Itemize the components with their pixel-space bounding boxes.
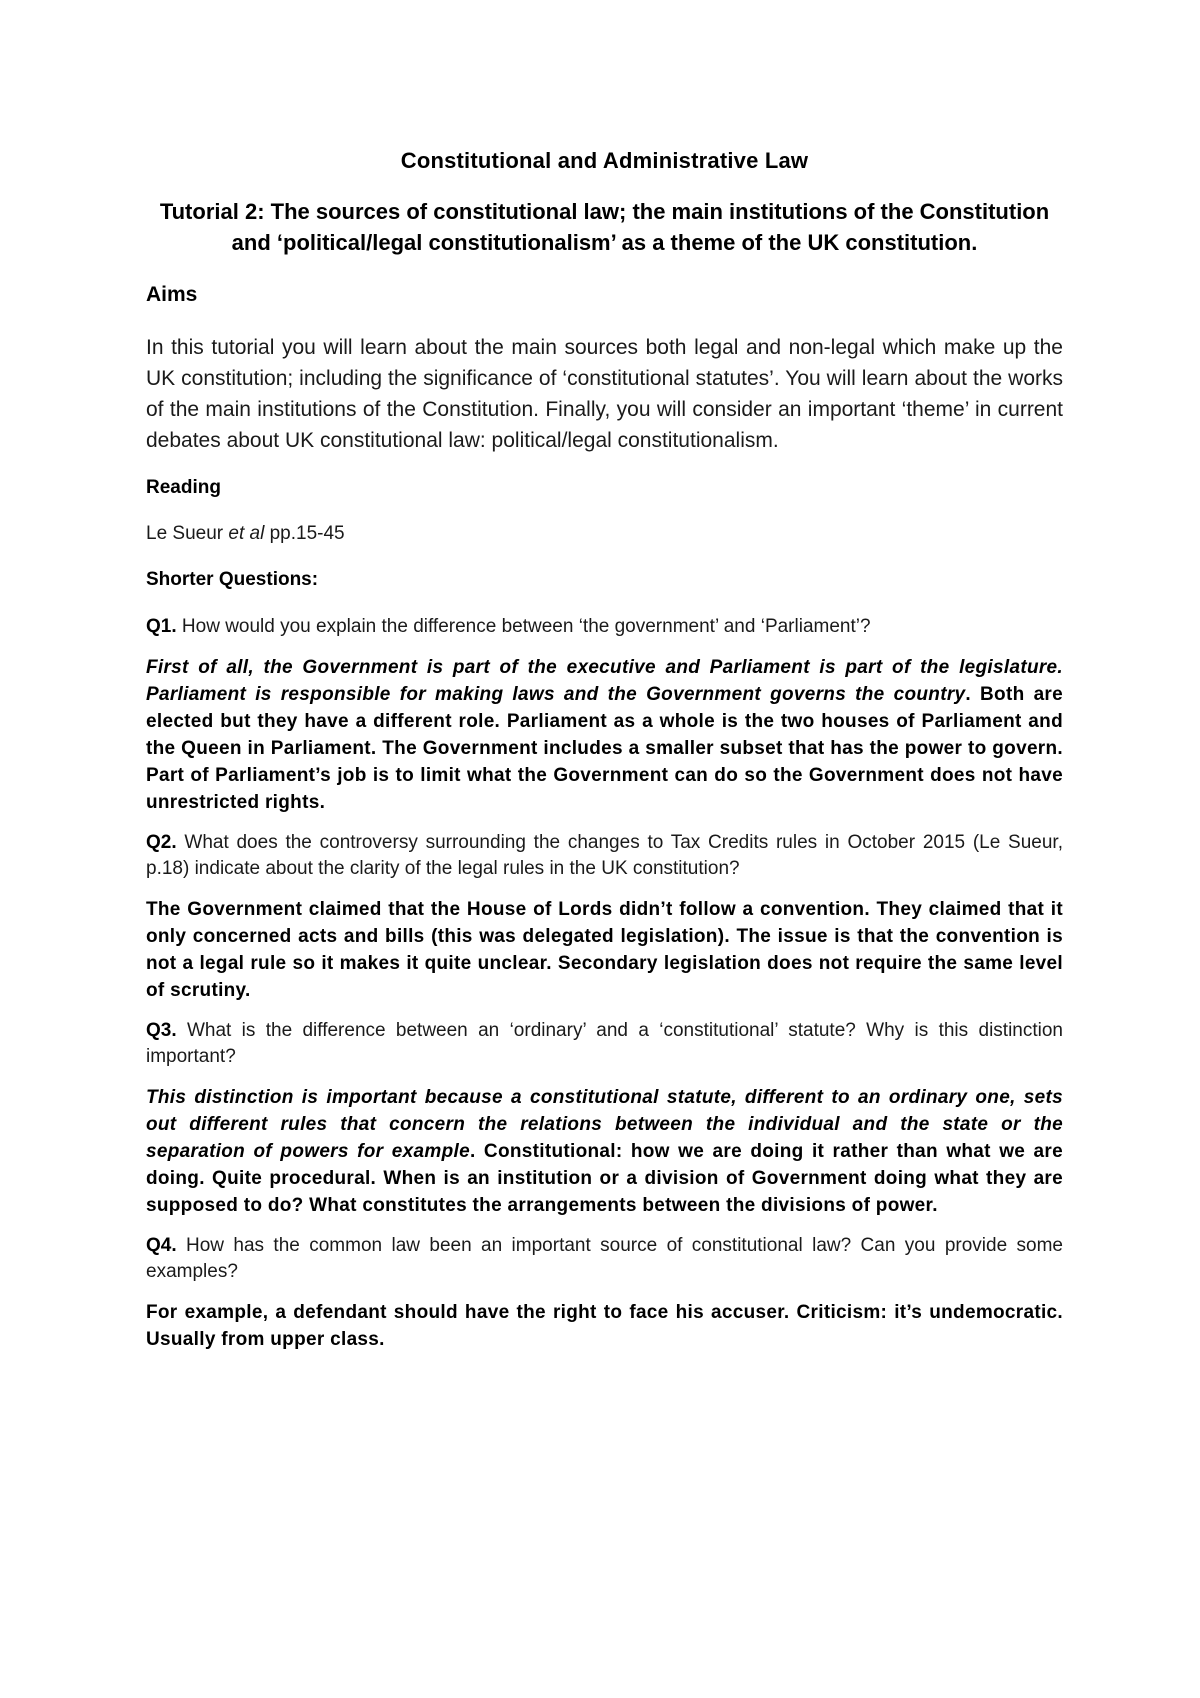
reading-author: Le Sueur: [146, 523, 229, 544]
question-text: How has the common law been an important source of constitutional law? Can you provide some examples?: [146, 1235, 1063, 1282]
question-number: Q2.: [146, 832, 177, 853]
answer-italic: This distinction is important because a constitutional statute, different to an ordinary one, sets out different rules that concern the relations between the individual and the state or the separation of powers for example: [146, 1087, 1063, 1162]
question-number: Q3.: [146, 1020, 177, 1041]
answer-1: [146, 654, 1063, 816]
answer-2: [146, 896, 1063, 1004]
question-block-1: [146, 614, 1063, 816]
question-block-2: [146, 830, 1063, 1004]
reading-pages: pp.15-45: [264, 523, 345, 544]
question-text: What does the controversy surrounding the changes to Tax Credits rules in October 2015 (Le Sueur, p.18) indicate about the clarity of the legal rules in the UK constitution?: [146, 832, 1063, 879]
answer-italic: First of all, the Government is part of the executive and Parliament is part of the legislature. Parliament is responsible for making laws and the Government governs the country: [146, 657, 1063, 705]
tutorial-subtitle: Tutorial 2: The sources of constitutional law; the main institutions of the Constitution and ‘political/legal constitutionalism’ as a theme of the UK constitution.: [159, 199, 1050, 255]
answer-text: For example, a defendant should have the right to face his accuser. Criticism: it’s undemocratic. Usually from upper class.: [146, 1302, 1063, 1350]
question-block-4: [146, 1233, 1063, 1353]
reading-etal: et al: [228, 523, 265, 544]
aims-paragraph: In this tutorial you will learn about the main sources both legal and non-legal which make up the UK constitution; including the significance of ‘constitutional statutes’. You will learn about the works of the main institutions of the Constitution. Finally, you will consider an important ‘theme’ in current debates about UK constitutional law: political/legal constitutionalism.: [146, 336, 1063, 452]
answer-text: . Both are elected but they have a different role. Parliament as a whole is the two houses of Parliament and the Queen in Parliament. The Government includes a smaller subset that has the power to govern. Part of Parliament’s job is to limit what the Government can do so the Government does not have unrestricted rights.: [146, 684, 1063, 813]
question-number: Q1.: [146, 616, 177, 637]
question-text: How would you explain the difference between ‘the government’ and ‘Parliament’?: [176, 616, 871, 637]
answer-4: [146, 1299, 1063, 1353]
answer-3: [146, 1084, 1063, 1219]
question-2: [146, 830, 1063, 882]
question-text: What is the difference between an ‘ordinary’ and a ‘constitutional’ statute? Why is this distinction important?: [146, 1020, 1063, 1067]
aims-heading: Aims: [146, 283, 198, 306]
question-3: [146, 1018, 1063, 1070]
question-4: [146, 1233, 1063, 1285]
question-block-3: [146, 1018, 1063, 1219]
shorter-questions-heading: Shorter Questions:: [146, 569, 319, 590]
answer-text: . Constitutional: how we are doing it rather than what we are doing. Quite procedural. When is an institution or a division of Government doing what they are supposed to do? What constitutes the arrangements between the divisions of power.: [146, 1141, 1063, 1216]
document-title: Constitutional and Administrative Law: [400, 148, 809, 173]
question-number: Q4.: [146, 1235, 177, 1256]
reading-heading: Reading: [146, 477, 221, 498]
answer-text: The Government claimed that the House of Lords didn’t follow a convention. They claimed that it only concerned acts and bills (this was delegated legislation). The issue is that the convention is not a legal rule so it makes it quite unclear. Secondary legislation does not require the same level of scrutiny.: [146, 899, 1063, 1001]
question-1: [146, 614, 1063, 640]
reading-reference: [146, 522, 1063, 546]
